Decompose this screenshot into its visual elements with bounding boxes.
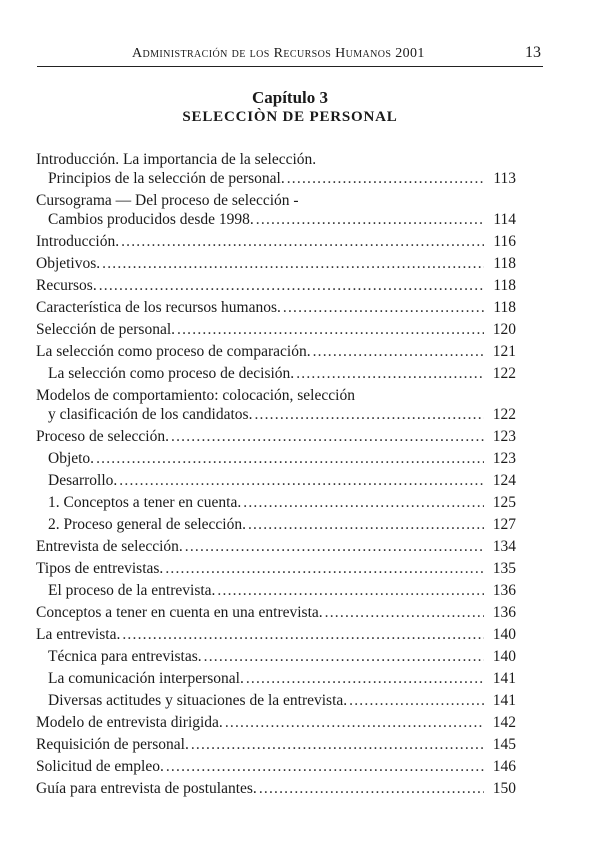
toc-entry-title: La selección como proceso de comparación.: [36, 343, 311, 360]
toc-entry: [36, 515, 516, 534]
dot-leader: [102, 254, 484, 273]
toc-line: [48, 581, 516, 600]
toc-entry: [36, 232, 516, 251]
toc-entry-title: Característica de los recursos humanos.: [36, 299, 281, 316]
dot-leader: [248, 515, 484, 534]
toc-entry-title: Cursograma — Del proceso de selección -: [36, 192, 299, 209]
toc-line: [36, 298, 516, 317]
toc-entry: [36, 581, 516, 600]
dot-leader: [259, 779, 484, 798]
toc-entry-title: Introducción. La importancia de la selección.: [36, 151, 317, 168]
toc-entry: [36, 191, 516, 229]
toc-entry-page: 140: [492, 626, 516, 643]
dot-leader: [121, 232, 484, 251]
toc-entry: [36, 150, 516, 188]
toc-entry-page: 122: [492, 406, 516, 423]
toc-line: [48, 669, 516, 688]
running-title: Administración de los Recursos Humanos 2001: [132, 46, 425, 61]
toc-entry-page: 142: [492, 714, 516, 731]
toc-entry-title: La comunicación interpersonal.: [48, 670, 244, 687]
dot-leader: [313, 342, 484, 361]
toc-entry-page: 123: [492, 428, 516, 445]
toc-line: [36, 386, 516, 405]
toc-entry-page: 146: [492, 758, 516, 775]
chapter-title: SELECCIÒN DE PERSONAL: [182, 109, 398, 125]
toc-entry: [36, 757, 516, 776]
toc-entry-page: 114: [493, 211, 516, 228]
toc-entry-page: 140: [492, 648, 516, 665]
toc-line: [36, 276, 516, 295]
toc-entry-title: Requisición de personal.: [36, 736, 189, 753]
dot-leader: [287, 169, 484, 188]
dot-leader: [283, 298, 484, 317]
toc-entry: [36, 320, 516, 339]
dot-leader: [296, 364, 484, 383]
toc-entry-page: 122: [492, 365, 516, 382]
toc-entry-title: Entrevista de selección.: [36, 538, 183, 555]
dot-leader: [185, 537, 484, 556]
toc-line: [36, 232, 516, 251]
toc-entry: [36, 449, 516, 468]
toc-line: [36, 320, 516, 339]
toc-entry: [36, 647, 516, 666]
toc-entry-title: Modelos de comportamiento: colocación, selección: [36, 387, 355, 404]
dot-leader: [96, 449, 484, 468]
toc-entry-title: Desarrollo.: [48, 472, 118, 489]
toc-line: [36, 625, 516, 644]
toc-entry: [36, 298, 516, 317]
dot-leader: [171, 427, 484, 446]
dot-leader: [217, 581, 484, 600]
dot-leader: [99, 276, 484, 295]
toc-entry-title: Modelo de entrevista dirigida.: [36, 714, 223, 731]
toc-entry-page: 125: [492, 494, 516, 511]
dot-leader: [325, 603, 484, 622]
toc-entry-title: 1. Conceptos a tener en cuenta.: [48, 494, 242, 511]
toc-entry-page: 118: [493, 255, 516, 272]
toc-entry-page: 145: [492, 736, 516, 753]
toc-line: [36, 150, 516, 169]
toc-entry-page: 134: [492, 538, 516, 555]
chapter-label: Capítulo 3: [251, 88, 329, 107]
dot-leader: [119, 471, 484, 490]
toc-entry: [36, 254, 516, 273]
toc-entry-title: Guía para entrevista de postulantes.: [36, 780, 257, 797]
dot-leader: [246, 669, 484, 688]
toc-entry-page: 150: [492, 780, 516, 797]
toc-line: [36, 713, 516, 732]
toc-line: [36, 537, 516, 556]
toc-entry-title: La entrevista.: [36, 626, 121, 643]
toc-line: [36, 735, 516, 754]
toc-entry-title: Cambios producidos desde 1998.: [48, 211, 254, 228]
toc-entry-title: Técnica para entrevistas.: [48, 648, 202, 665]
dot-leader: [254, 405, 484, 424]
toc-entry: [36, 276, 516, 295]
page-header: [37, 44, 543, 67]
toc-entry: [36, 669, 516, 688]
toc-entry-page: 124: [492, 472, 516, 489]
toc-entry-title: El proceso de la entrevista.: [48, 582, 216, 599]
toc-entry-title: Principios de la selección de personal.: [48, 170, 285, 187]
toc-entry-page: 127: [492, 516, 516, 533]
dot-leader: [243, 493, 484, 512]
toc-line: [48, 691, 516, 710]
toc-entry-page: 141: [492, 692, 516, 709]
toc-entry-title: 2. Proceso general de selección.: [48, 516, 246, 533]
toc-entry-title: Objeto.: [48, 450, 95, 467]
dot-leader: [177, 320, 484, 339]
dot-leader: [166, 757, 484, 776]
toc-entry: [36, 427, 516, 446]
page-number: 13: [525, 44, 541, 61]
toc-line: [36, 427, 516, 446]
toc-entry-page: 118: [493, 277, 516, 294]
toc-entry: [36, 471, 516, 490]
dot-leader: [204, 647, 484, 666]
toc-line: [36, 254, 516, 273]
toc-entry: [36, 735, 516, 754]
toc-entry-title: La selección como proceso de decisión.: [48, 365, 295, 382]
toc-entry-title: Proceso de selección.: [36, 428, 169, 445]
toc-line: [36, 603, 516, 622]
dot-leader: [165, 559, 484, 578]
toc-entry: [36, 493, 516, 512]
toc-line: [36, 210, 516, 229]
toc-entry-page: 113: [493, 170, 516, 187]
dot-leader: [349, 691, 484, 710]
toc-line: [48, 364, 516, 383]
toc-line: [36, 342, 516, 361]
toc-entry: [36, 713, 516, 732]
toc-entry: [36, 559, 516, 578]
toc-entry-title: Introducción.: [36, 233, 120, 250]
toc-entry-page: 121: [492, 343, 516, 360]
toc-entry-title: y clasificación de los candidatos.: [48, 406, 253, 423]
toc-line: [48, 647, 516, 666]
toc-line: [36, 169, 516, 188]
toc-entry: [36, 342, 516, 361]
toc-line: [48, 515, 516, 534]
toc-line: [48, 449, 516, 468]
toc-entry-title: Conceptos a tener en cuenta en una entrevista.: [36, 604, 323, 621]
toc-entry: [36, 625, 516, 644]
table-of-contents: [36, 150, 516, 801]
dot-leader: [225, 713, 484, 732]
toc-entry: [36, 537, 516, 556]
toc-line: [36, 779, 516, 798]
toc-entry-title: Recursos.: [36, 277, 97, 294]
toc-entry-title: Diversas actitudes y situaciones de la entrevista.: [48, 692, 348, 709]
toc-line: [36, 757, 516, 776]
toc-entry: [36, 603, 516, 622]
dot-leader: [191, 735, 484, 754]
toc-entry: [36, 691, 516, 710]
dot-leader: [122, 625, 484, 644]
toc-entry-page: 136: [492, 604, 516, 621]
toc-entry-page: 135: [492, 560, 516, 577]
toc-line: [48, 471, 516, 490]
toc-entry-page: 141: [492, 670, 516, 687]
toc-entry: [36, 779, 516, 798]
dot-leader: [256, 210, 484, 229]
toc-entry-title: Tipos de entrevistas.: [36, 560, 164, 577]
toc-entry-page: 123: [492, 450, 516, 467]
toc-line: [36, 191, 516, 210]
toc-entry-page: 120: [492, 321, 516, 338]
toc-entry-page: 116: [493, 233, 516, 250]
toc-entry: [36, 364, 516, 383]
toc-entry: [36, 386, 516, 424]
toc-line: [48, 493, 516, 512]
toc-entry-page: 118: [493, 299, 516, 316]
toc-entry-title: Selección de personal.: [36, 321, 176, 338]
toc-line: [36, 559, 516, 578]
toc-entry-page: 136: [492, 582, 516, 599]
toc-line: [36, 405, 516, 424]
toc-entry-title: Solicitud de empleo.: [36, 758, 164, 775]
toc-entry-title: Objetivos.: [36, 255, 101, 272]
